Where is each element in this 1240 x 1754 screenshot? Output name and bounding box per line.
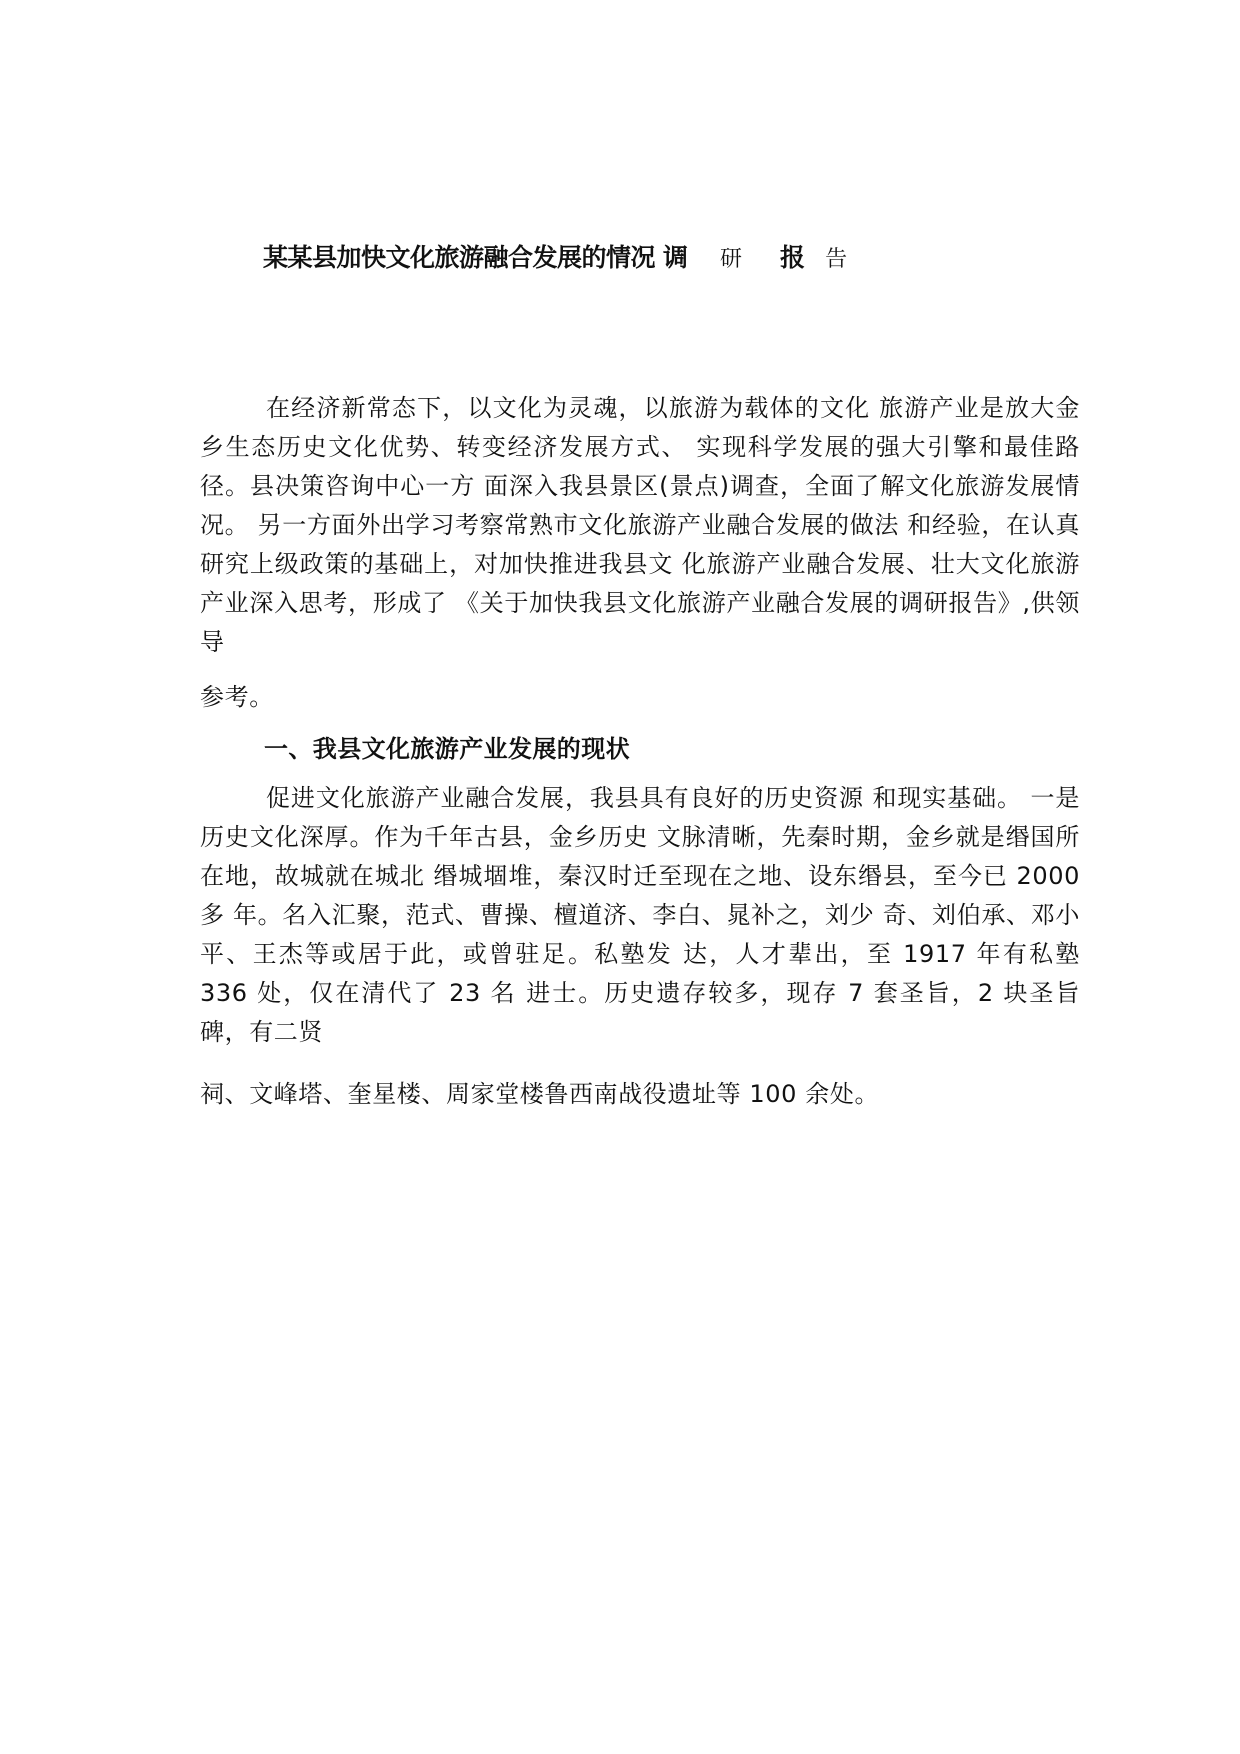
title-char-yan: 研 [720, 247, 743, 272]
intro-paragraph: 在经济新常态下，以文化为灵魂，以旅游为载体的文化 旅游产业是放大金乡生态历史文化优势、转变经济发展方式、 实现科学发展的强大引擎和最佳路径。县决策咨询中心一方 面深入我县景区(景点)调查，全面了解文化旅游发展情况。 另一方面外出学习考察常熟市文化旅游产业融合发展的做法 和经验，在认真研究上级政策的基础上，对加快推进我县文 化旅游产业融合发展、壮大文化旅游产业深入思考，形成了 《关于加快我县文化旅游产业融合发展的调研报告》,供领导 [200, 394, 1080, 656]
section-1-paragraph-end: 祠、文峰塔、奎星楼、周家堂楼鲁西南战役遗址等 100 余处。 [200, 1080, 880, 1108]
intro-paragraph-end: 参考。 [200, 683, 274, 711]
section-heading-1: 一、我县文化旅游产业发展的现状 [264, 735, 630, 763]
title-char-gao: 告 [825, 247, 848, 272]
title-char-bao: 报 [780, 243, 806, 272]
section-1-paragraph: 促进文化旅游产业融合发展，我县具有良好的历史资源 和现实基础。 一是历史文化深厚。作为千年古县，金乡历史 文脉清晰，先秦时期，金乡就是缗国所在地，故城就在城北 缗城堌堆，秦汉时迁至现在之地、设东缗县，至今已 2000 多 年。名入汇聚，范式、曹操、檀道济、李白、晁补之，刘少 奇、刘伯承、邓小平、王杰等或居于此，或曾驻足。私塾发 达，人才辈出，至 1917 年有私塾 336 处，仅在清代了 23 名 进士。历史遗存较多，现存 7 套圣旨，2 块圣旨碑，有二贤 [200, 784, 1080, 1046]
document-title [263, 236, 847, 280]
title-main-text: 某某县加快文化旅游融合发展的情况 [263, 243, 656, 272]
title-char-diao: 调 [663, 243, 689, 272]
